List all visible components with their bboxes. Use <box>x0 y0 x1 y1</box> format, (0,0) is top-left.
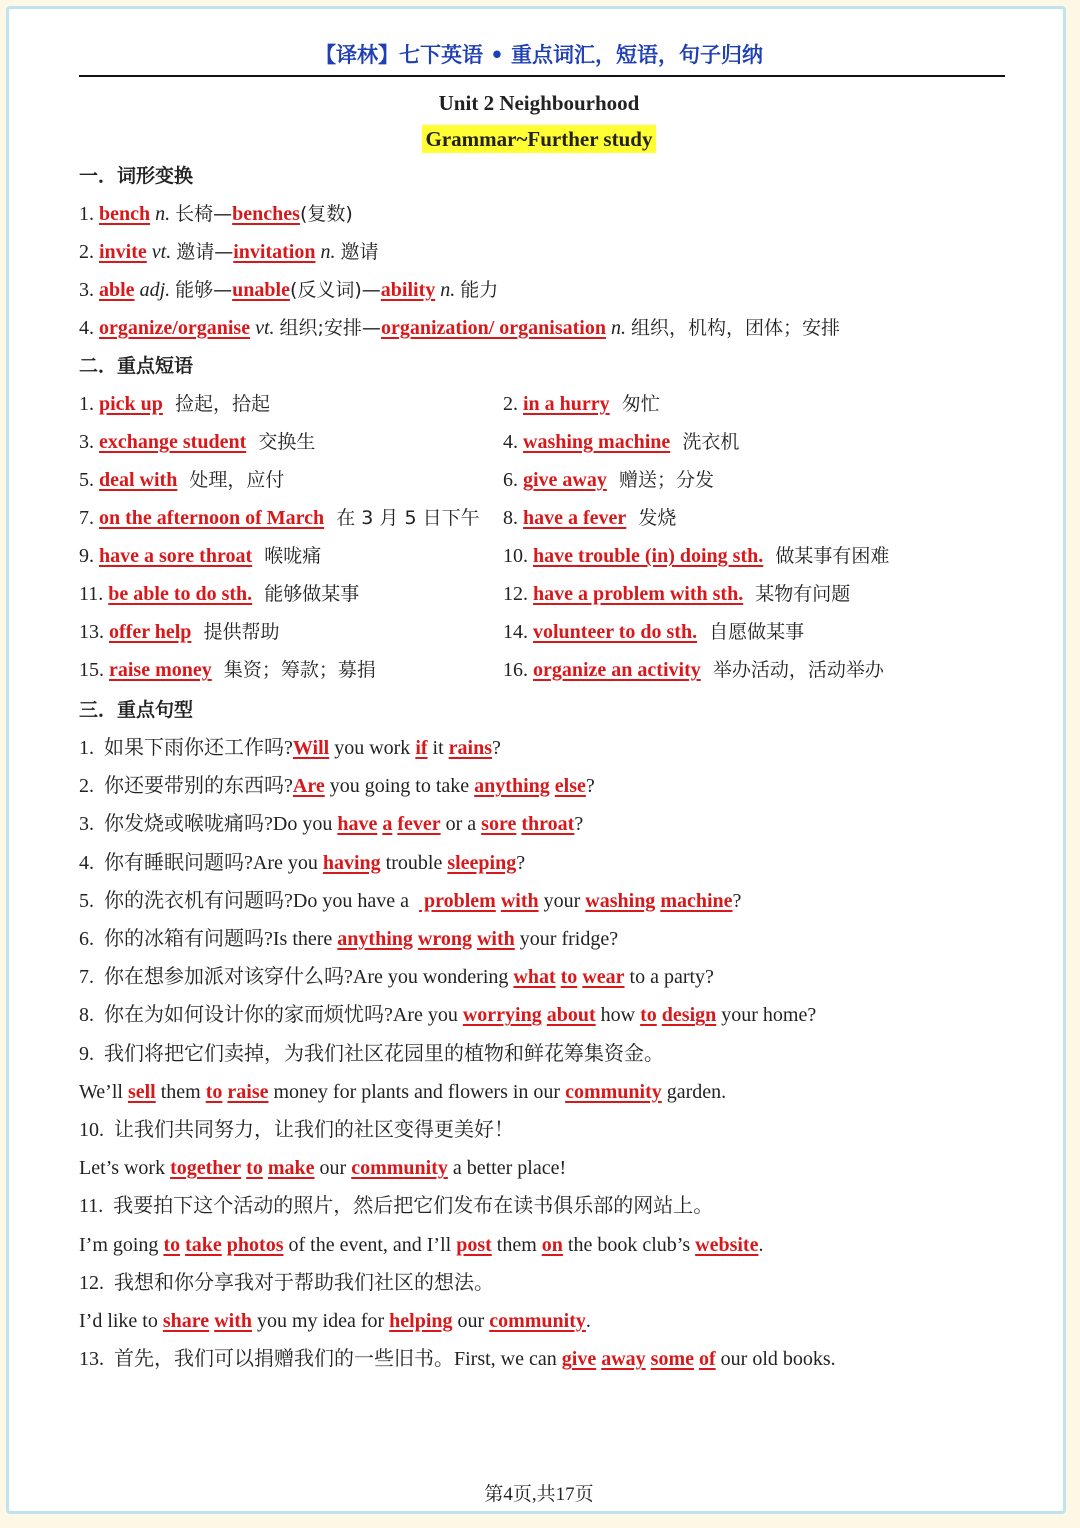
sentence-line <box>79 925 618 953</box>
sentence-line <box>79 734 501 762</box>
note: (复数) <box>299 203 353 225</box>
sentence-text: of the event, and I’ll <box>283 1233 457 1256</box>
phrase-chinese: 捡起，拾起 <box>162 393 271 415</box>
part-of-speech: n. <box>155 203 171 225</box>
sentence-text: . <box>585 1310 591 1332</box>
phrase-english: offer help <box>109 621 192 643</box>
sentence-line <box>79 1001 816 1029</box>
answer: away <box>601 1348 646 1371</box>
phrase-item <box>79 580 359 608</box>
meaning: 组织，机构，团体；安排 <box>630 317 840 339</box>
part-of-speech: vt. <box>255 317 275 339</box>
answer: having <box>322 851 381 874</box>
sentence-line <box>79 1345 836 1373</box>
answer: benches <box>232 203 300 225</box>
sentence-line <box>79 963 714 991</box>
part-of-speech: n. <box>320 241 336 263</box>
phrase-item <box>79 390 270 418</box>
sentence-text: them <box>491 1233 542 1256</box>
answer: problem <box>418 889 496 912</box>
sentence-text: the book club’s <box>562 1233 696 1256</box>
sentence-text: you my idea for <box>251 1310 390 1332</box>
phrase-english: in a hurry <box>523 393 610 415</box>
answer: give <box>561 1348 597 1371</box>
sentence-text: 9. 我们将把它们卖掉，为我们社区花园里的植物和鲜花筹集资金。 <box>79 1042 664 1065</box>
answer: invitation <box>233 241 316 263</box>
phrase-chinese: 提供帮助 <box>191 621 280 643</box>
answer: sleeping <box>447 851 517 874</box>
item-number: 9. <box>79 545 99 567</box>
part-of-speech: adj. <box>139 279 171 301</box>
sentence-text: 5. 你的洗衣机有问题吗?Do you have a <box>79 889 419 912</box>
phrase-english: washing machine <box>523 431 671 453</box>
phrase-chinese: 发烧 <box>626 507 677 529</box>
subtitle-wrap <box>9 127 1069 152</box>
phrase-item <box>79 542 321 570</box>
answer: Are <box>292 775 325 798</box>
sentence-text: 3. 你发烧或喉咙痛吗?Do you <box>79 813 338 836</box>
subtitle: Grammar~Further study <box>422 125 657 153</box>
sentence-line <box>79 1078 726 1106</box>
phrase-chinese: 集资；筹款；募捐 <box>211 659 376 681</box>
sentence-line <box>79 1040 664 1068</box>
sentence-text: . <box>758 1233 764 1256</box>
section-heading-word-forms: 一．词形变换 <box>79 165 194 187</box>
answer: rains <box>448 737 492 759</box>
phrase-item <box>503 542 889 570</box>
phrase-english: have a sore throat <box>99 545 253 567</box>
meaning: 能力 <box>460 279 499 301</box>
phrase-english: be able to do sth. <box>108 583 253 605</box>
sentence-text: your home? <box>716 1004 817 1027</box>
phrase-item <box>503 504 676 532</box>
sentence-text: 8. 你在为如何设计你的家而烦忧吗?Are you <box>79 1004 463 1027</box>
answer: community <box>565 1080 662 1103</box>
answer: community <box>351 1157 448 1180</box>
answer: sell <box>127 1080 156 1103</box>
answer: with <box>214 1310 252 1332</box>
sentence-text: 7. 你在想参加派对该穿什么吗?Are you wondering <box>79 966 514 989</box>
item-number: 5. <box>79 469 99 491</box>
phrase-english: have trouble (in) doing sth. <box>533 545 764 567</box>
item-number: 4. <box>503 431 523 453</box>
answer: invite <box>99 241 147 263</box>
answer: fever <box>397 813 441 836</box>
item-number: 2. <box>503 393 523 415</box>
phrase-chinese: 在 3 月 5 日下午 <box>324 507 480 529</box>
phrase-item <box>503 466 714 494</box>
sentence-text: garden. <box>661 1080 727 1103</box>
answer: share <box>162 1310 210 1332</box>
item-number: 1. <box>79 203 94 225</box>
sentence-text: trouble <box>380 851 448 874</box>
phrase-english: deal with <box>99 469 178 491</box>
answer: raise <box>227 1080 269 1103</box>
answer: anything <box>337 928 413 950</box>
meaning: 组织;安排— <box>279 317 381 339</box>
sentence-line <box>79 1192 713 1220</box>
item-number: 8. <box>503 507 523 529</box>
sentence-text: ? <box>516 851 526 874</box>
answer: to <box>246 1157 263 1180</box>
sentence-line <box>79 1307 591 1335</box>
sentence-line <box>79 1116 514 1144</box>
item-number: 12. <box>503 583 533 605</box>
header-rule <box>79 75 1005 77</box>
word-item-1 <box>79 200 353 228</box>
unit-title: Unit 2 Neighbourhood <box>438 91 640 115</box>
sentence-text: ? <box>574 813 584 836</box>
answer: community <box>489 1310 586 1332</box>
sentence-text: 4. 你有睡眠问题吗?Are you <box>79 851 323 874</box>
phrase-english: pick up <box>99 393 163 415</box>
note: (反义词)— <box>289 279 381 301</box>
phrase-chinese: 举办活动，活动举办 <box>700 659 884 681</box>
answer: sore <box>481 813 517 836</box>
phrase-chinese: 交换生 <box>246 431 316 453</box>
meaning: 邀请 <box>340 241 379 263</box>
answer: a <box>382 813 393 836</box>
phrase-english: raise money <box>109 659 212 681</box>
sentence-text: ? <box>492 737 501 759</box>
item-number: 13. <box>79 621 109 643</box>
part-of-speech: vt. <box>151 241 172 263</box>
section-heading-phrases: 二．重点短语 <box>79 355 194 377</box>
meaning: 长椅— <box>175 203 233 225</box>
answer: with <box>500 889 539 912</box>
sentence-text: I’m going <box>79 1233 164 1256</box>
phrase-chinese: 处理，应付 <box>177 469 285 491</box>
sentence-text: 13. 首先，我们可以捐赠我们的一些旧书。First, we can <box>79 1348 562 1371</box>
item-number: 11. <box>79 583 109 605</box>
meaning: 邀请— <box>176 241 234 263</box>
sentence-text: them <box>155 1080 206 1103</box>
answer: together <box>170 1157 242 1180</box>
answer: website <box>695 1233 759 1256</box>
sentence-text: 2. 你还要带别的东西吗? <box>79 775 293 798</box>
answer: about <box>546 1004 596 1027</box>
item-number: 2. <box>79 241 94 263</box>
answer: organize/organise <box>99 317 251 339</box>
answer: bench <box>99 203 151 225</box>
sentence-text: your <box>538 889 586 912</box>
answer: to <box>205 1080 223 1103</box>
answer: to <box>640 1004 657 1027</box>
answer: washing <box>585 889 656 912</box>
document-page <box>6 6 1066 1514</box>
part-of-speech: n. <box>440 279 456 301</box>
sentence-text: our <box>314 1157 352 1180</box>
sentence-text: ? <box>585 775 595 798</box>
sentence-line <box>79 1269 494 1297</box>
phrase-chinese: 赠送；分发 <box>606 469 714 491</box>
section-heading-sentences: 三．重点句型 <box>79 699 194 721</box>
item-number: 4. <box>79 317 94 339</box>
answer: worrying <box>462 1004 542 1027</box>
answer: make <box>267 1157 315 1180</box>
phrase-english: on the afternoon of March <box>99 507 325 529</box>
sentence-text: our <box>452 1310 490 1332</box>
sentence-text: ? <box>732 889 742 912</box>
phrase-chinese: 匆忙 <box>609 393 660 415</box>
phrase-item <box>79 428 315 456</box>
sentence-text: it <box>427 737 449 759</box>
sentence-text: 1. 如果下雨你还工作吗? <box>79 737 293 759</box>
answer: on <box>541 1233 563 1256</box>
answer: of <box>698 1348 716 1371</box>
word-item-2 <box>79 238 379 266</box>
part-of-speech: n. <box>610 317 626 339</box>
phrase-chinese: 能够做某事 <box>252 583 360 605</box>
sentence-text: you going to take <box>324 775 475 798</box>
item-number: 3. <box>79 279 94 301</box>
phrase-item <box>503 390 660 418</box>
answer: photos <box>226 1233 284 1256</box>
answer: helping <box>389 1310 453 1332</box>
answer: Will <box>292 737 330 759</box>
document-header: 【译林】七下英语 • 重点词汇，短语，句子归纳 <box>314 43 764 67</box>
phrase-item <box>503 580 850 608</box>
sentence-text: how <box>595 1004 641 1027</box>
item-number: 3. <box>79 431 99 453</box>
phrase-english: organize an activity <box>533 659 701 681</box>
sentence-text: your fridge? <box>514 928 619 950</box>
sentence-text: money for plants and flowers in our <box>268 1080 566 1103</box>
answer: design <box>661 1004 717 1027</box>
answer: unable <box>232 279 290 301</box>
item-number: 6. <box>503 469 523 491</box>
word-item-4 <box>79 314 840 342</box>
sentence-line <box>79 1154 566 1182</box>
phrase-item <box>79 656 376 684</box>
phrase-chinese: 自愿做某事 <box>697 621 805 643</box>
meaning: 能够— <box>175 279 233 301</box>
answer: if <box>415 737 428 759</box>
sentence-text: 12. 我想和你分享我对于帮助我们社区的想法。 <box>79 1271 494 1294</box>
phrase-chinese: 洗衣机 <box>670 431 740 453</box>
page-number: 第4页,共17页 <box>484 1484 594 1505</box>
item-number: 16. <box>503 659 533 681</box>
answer: wear <box>582 966 625 989</box>
word-item-3 <box>79 276 498 304</box>
answer: some <box>650 1348 694 1371</box>
sentence-text: our old books. <box>715 1348 836 1371</box>
sentence-text: or a <box>440 813 482 836</box>
phrase-english: give away <box>523 469 607 491</box>
sentence-text: Let’s work <box>79 1157 171 1180</box>
phrase-item <box>503 656 884 684</box>
answer: to <box>560 966 578 989</box>
sentence-line <box>79 1231 763 1259</box>
item-number: 14. <box>503 621 533 643</box>
sentence-text: 11. 我要拍下这个活动的照片，然后把它们发布在读书俱乐部的网站上。 <box>79 1195 714 1218</box>
phrase-item <box>79 618 280 646</box>
answer: throat <box>521 813 575 836</box>
phrase-item <box>503 618 804 646</box>
sentence-text: I’d like to <box>79 1310 163 1332</box>
answer: post <box>456 1233 492 1256</box>
sentence-text: 10. 让我们共同努力，让我们的社区变得更美好！ <box>79 1119 514 1141</box>
phrase-chinese: 喉咙痛 <box>252 545 322 567</box>
sentence-text: to a party? <box>624 966 714 989</box>
item-number: 7. <box>79 507 99 529</box>
answer: organization/ organisation <box>380 317 606 339</box>
answer: able <box>99 279 135 301</box>
sentence-line <box>79 810 583 838</box>
sentence-text: 6. 你的冰箱有问题吗?Is there <box>79 928 338 950</box>
answer: ability <box>380 279 436 301</box>
sentence-line <box>79 887 741 915</box>
answer: with <box>476 928 515 950</box>
phrase-english: have a problem with sth. <box>533 583 744 605</box>
sentence-line <box>79 849 525 877</box>
phrase-english: exchange student <box>99 431 247 453</box>
phrase-item <box>79 504 480 532</box>
answer: anything <box>474 775 550 798</box>
answer: wrong <box>417 928 472 950</box>
answer: else <box>554 775 586 798</box>
phrase-chinese: 某物有问题 <box>743 583 851 605</box>
phrase-chinese: 做某事有困难 <box>763 545 890 567</box>
answer: to <box>163 1233 181 1256</box>
answer: take <box>185 1233 222 1256</box>
phrase-item <box>503 428 739 456</box>
sentence-line <box>79 772 595 800</box>
item-number: 10. <box>503 545 533 567</box>
phrase-english: have a fever <box>523 507 627 529</box>
sentence-text: you work <box>329 737 416 759</box>
phrase-english: volunteer to do sth. <box>533 621 698 643</box>
answer: machine <box>660 889 733 912</box>
item-number: 15. <box>79 659 109 681</box>
item-number: 1. <box>79 393 99 415</box>
sentence-text: a better place! <box>447 1157 567 1180</box>
answer: have <box>337 813 378 836</box>
answer: what <box>513 966 556 989</box>
phrase-item <box>79 466 284 494</box>
sentence-text: We’ll <box>79 1080 128 1103</box>
